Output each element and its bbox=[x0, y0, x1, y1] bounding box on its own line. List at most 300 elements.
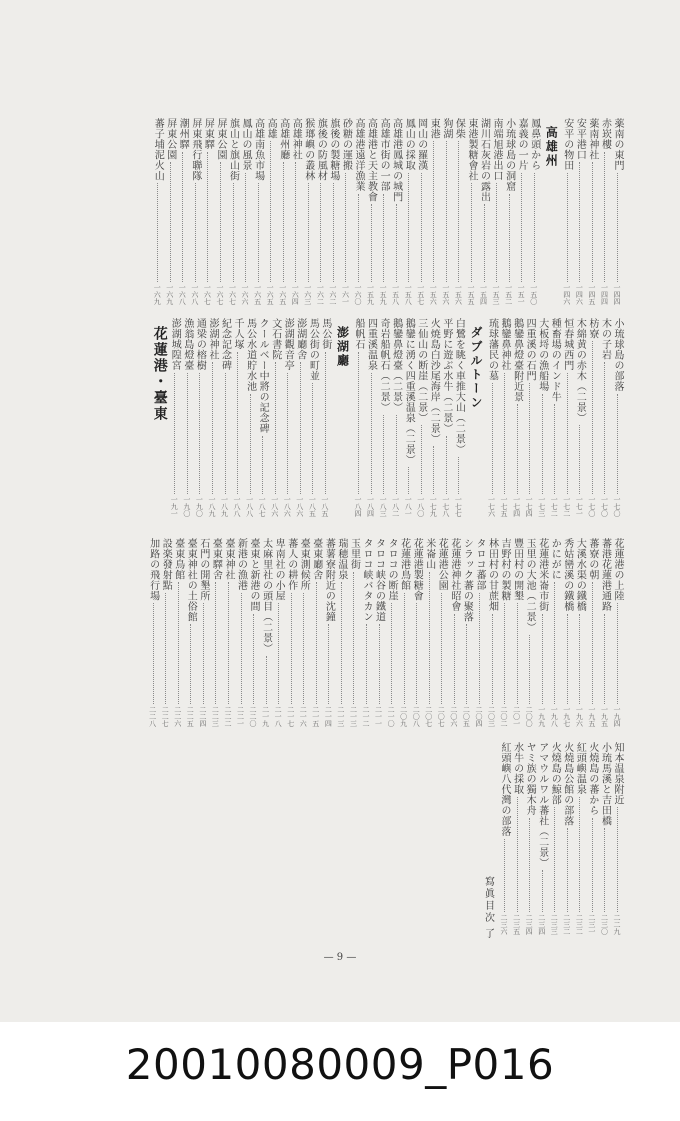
toc-entry-page: 一八三 bbox=[379, 496, 388, 517]
leader-dots bbox=[579, 614, 582, 705]
leader-dots bbox=[228, 582, 231, 704]
toc-entry-title: 花蓮港神社昭會 bbox=[448, 538, 460, 612]
leader-dots bbox=[303, 593, 306, 705]
section-heading: ダブルトーン bbox=[468, 326, 483, 410]
toc-entry-page: 一七三 bbox=[537, 496, 546, 517]
toc-entry-page: 一八二 bbox=[391, 496, 400, 517]
leader-dots bbox=[534, 173, 537, 283]
toc-entry-title: 紅頭嶼八代灣の部落 bbox=[499, 742, 511, 837]
toc-entry-page: 一九五 bbox=[587, 706, 596, 727]
leader-dots bbox=[371, 373, 374, 495]
toc-entry-page: 二一二 bbox=[362, 706, 370, 727]
toc-entry-title: 澎湖觀音亭 bbox=[282, 318, 294, 371]
toc-entry-page: 二一九 bbox=[261, 706, 270, 727]
toc-entry-page: 二〇五 bbox=[462, 706, 471, 727]
toc-entry-page: 一八五 bbox=[320, 496, 329, 517]
leader-dots bbox=[579, 162, 582, 282]
toc-entry-title: 火焼島白沙尾海岸（二景） bbox=[428, 318, 440, 444]
leader-dots bbox=[383, 415, 386, 495]
toc-entry-title: 澎湖廳舍 bbox=[294, 318, 306, 360]
toc-entry-title: 花蓮港の上陸 bbox=[612, 538, 623, 601]
toc-entry-page: 二一三 bbox=[336, 706, 345, 727]
toc-entry-title: 屏東公園 bbox=[164, 118, 176, 160]
toc-entry-page: 二二九 bbox=[613, 914, 621, 935]
toc-entry-page: 一九五 bbox=[600, 706, 609, 727]
toc-entry-title: 蕃港花蓮港通路 bbox=[599, 538, 611, 612]
leader-dots bbox=[554, 807, 557, 912]
leader-dots bbox=[300, 362, 303, 494]
toc-entry-page: 一六九 bbox=[153, 284, 162, 305]
leader-dots bbox=[283, 162, 286, 282]
toc-entry-title: 湖川石灰岩の露出 bbox=[478, 118, 490, 202]
leader-dots bbox=[617, 807, 620, 912]
leader-dots bbox=[567, 173, 570, 283]
toc-entry-page: 一九〇 bbox=[182, 496, 191, 517]
toc-entry-page: 二二六 bbox=[173, 706, 182, 727]
leader-dots bbox=[207, 152, 210, 283]
toc-entry-page: 一四四 bbox=[613, 284, 621, 305]
toc-entry-title: 紀念記念碑 bbox=[219, 318, 231, 371]
toc-entry-title: 太麻里社の頭目（二景） bbox=[260, 538, 272, 654]
toc-entry-page: 一五八 bbox=[404, 284, 413, 305]
toc-entry-title: タロコの断崖 bbox=[386, 538, 398, 601]
leader-dots bbox=[504, 603, 507, 704]
leader-dots bbox=[212, 362, 215, 494]
leader-dots bbox=[325, 352, 328, 495]
leader-dots bbox=[604, 828, 607, 912]
toc-entry-title: 臺東と新港の間 bbox=[248, 538, 260, 612]
leader-dots bbox=[517, 603, 520, 704]
toc-entry-page: 一八五 bbox=[308, 496, 317, 517]
leader-dots bbox=[529, 635, 532, 705]
toc-entry-page: 一六一 bbox=[341, 284, 350, 305]
toc-entry-page: 二〇〇 bbox=[525, 706, 534, 727]
toc-entry-page: 一六五 bbox=[253, 284, 262, 305]
leader-dots bbox=[366, 624, 369, 704]
leader-dots bbox=[178, 582, 181, 704]
toc-entry-title: 蕃子埔泥火山 bbox=[152, 118, 164, 181]
toc-entry-title: 澎湖城隍宮 bbox=[169, 318, 181, 371]
end-mark: 了 bbox=[482, 928, 494, 940]
toc-entry-title: 屏東飛行聯隊 bbox=[189, 118, 201, 181]
leader-dots bbox=[270, 141, 273, 282]
toc-entry-title: 高雄神社 bbox=[290, 118, 302, 160]
toc-entry-title: 高雄州廳 bbox=[277, 118, 289, 160]
leader-dots bbox=[320, 183, 323, 282]
leader-dots bbox=[371, 204, 374, 282]
toc-entry-page: 一六〇 bbox=[354, 284, 362, 305]
toc-entry-title: 花蓮港米崙市街 bbox=[536, 538, 548, 612]
leader-dots bbox=[358, 194, 361, 283]
toc-entry-page: 二二二 bbox=[223, 706, 232, 727]
toc-entry-page: 二〇三 bbox=[487, 706, 496, 727]
toc-entry-page: 二三六 bbox=[500, 914, 509, 935]
toc-entry-page: 一六八 bbox=[190, 284, 199, 305]
leader-dots bbox=[471, 183, 474, 282]
toc-entry-page: 一四六 bbox=[562, 284, 571, 305]
leader-dots bbox=[567, 614, 570, 705]
toc-entry-page: 一四五 bbox=[587, 284, 596, 305]
leader-dots bbox=[454, 614, 457, 705]
leader-dots bbox=[408, 173, 411, 283]
toc-entry-page: 一七〇 bbox=[600, 496, 609, 517]
toc-entry-page: 一五一 bbox=[517, 284, 526, 305]
toc-entry-page: 一六二 bbox=[328, 284, 337, 305]
toc-entry-title: 豐田村の開墾 bbox=[511, 538, 523, 601]
toc-entry-title: 高雄南魚市場 bbox=[252, 118, 264, 181]
toc-entry-title: 馬公街 bbox=[319, 318, 331, 350]
toc-entry-title: 赤崁樓 bbox=[599, 118, 611, 150]
toc-entry-title: 花蓮港製糖會 bbox=[411, 538, 423, 601]
leader-dots bbox=[278, 603, 281, 704]
leader-dots bbox=[408, 467, 411, 494]
leader-dots bbox=[466, 624, 469, 704]
toc-entry-page: 二三四 bbox=[525, 914, 534, 935]
toc-entry-title: 米崙山 bbox=[423, 538, 435, 570]
toc-entry-title: 薬南の東門 bbox=[612, 118, 623, 171]
toc-entry-title: 蕃人の耕作 bbox=[285, 538, 297, 591]
toc-entry-title: 鵝鑾鼻神社 bbox=[499, 318, 511, 371]
toc-entry-title: 東港製糖會社 bbox=[465, 118, 477, 181]
leader-dots bbox=[542, 614, 545, 705]
toc-entry-page: 一八九 bbox=[220, 496, 229, 517]
leader-dots bbox=[592, 818, 595, 913]
toc-entry-title: 文石書院 bbox=[269, 318, 281, 360]
toc-entry-page: 一五二 bbox=[504, 284, 513, 305]
toc-entry-title: 漁翁島燈臺 bbox=[181, 318, 193, 371]
leader-dots bbox=[446, 436, 449, 495]
toc-entry-page: 一九九 bbox=[537, 706, 546, 727]
toc-entry-title: 臺東測候所 bbox=[298, 538, 310, 591]
toc-entry-title: 蕃寮の朝 bbox=[586, 538, 598, 580]
toc-entry-title: 新港の漁港 bbox=[235, 538, 247, 591]
leader-dots bbox=[529, 818, 532, 913]
leader-dots bbox=[308, 183, 311, 282]
toc-entry-title: 玉里の大池（二景） bbox=[524, 538, 536, 633]
toc-entry-title: 潮州驛 bbox=[177, 118, 189, 150]
toc-entry-page: 一五六 bbox=[429, 284, 438, 305]
leader-dots bbox=[187, 373, 190, 495]
toc-entry-title: 高雄港鳳城の城門 bbox=[390, 118, 402, 202]
leader-dots bbox=[316, 582, 319, 704]
leader-dots bbox=[446, 141, 449, 282]
leader-dots bbox=[458, 141, 461, 282]
toc-entry-page: 一四六 bbox=[575, 284, 584, 305]
toc-entry-page: 一五四 bbox=[479, 284, 488, 305]
toc-entry-page: 一九四 bbox=[613, 706, 621, 727]
toc-entry-page: 一七二 bbox=[562, 496, 571, 517]
leader-dots bbox=[266, 656, 269, 705]
leader-dots bbox=[396, 415, 399, 495]
leader-dots bbox=[250, 394, 253, 495]
toc-entry-page: 一七九 bbox=[429, 496, 438, 517]
toc-entry-title: 船帆石 bbox=[353, 318, 364, 350]
toc-entry-title: 平野に遊ぶ水牛（二景） bbox=[440, 318, 452, 434]
leader-dots bbox=[174, 373, 177, 495]
leader-dots bbox=[429, 572, 432, 705]
leader-dots bbox=[295, 162, 298, 282]
toc-entry-title: 花蓮港鳥館 bbox=[398, 538, 410, 591]
toc-entry-page: 二〇九 bbox=[399, 706, 408, 727]
toc-entry-page: 二〇四 bbox=[474, 706, 483, 727]
leader-dots bbox=[312, 383, 315, 494]
leader-dots bbox=[592, 582, 595, 704]
toc-entry-page: 二二八 bbox=[148, 706, 157, 727]
section-heading: 高雄州 bbox=[544, 126, 559, 168]
toc-entry-title: 奇岩船帆石（二景） bbox=[378, 318, 390, 413]
toc-entry-page: 二一三 bbox=[349, 706, 358, 727]
toc-entry-title: 火燒島の鯨部 bbox=[549, 742, 561, 805]
toc-entry-title: 加路の飛行場 bbox=[147, 538, 159, 601]
toc-entry-page: 二三四 bbox=[537, 914, 546, 935]
leader-dots bbox=[554, 404, 557, 494]
leader-dots bbox=[421, 173, 424, 283]
toc-entry-page: 二三二 bbox=[562, 914, 571, 935]
toc-entry-page: 二三二 bbox=[575, 914, 584, 935]
leader-dots bbox=[542, 870, 545, 912]
toc-entry-title: 保柴 bbox=[453, 118, 465, 139]
leader-dots bbox=[328, 624, 331, 704]
toc-entry-page: 二〇八 bbox=[412, 706, 421, 727]
leader-dots bbox=[617, 394, 620, 495]
toc-entry-title: 大溪水渠の鐵橋 bbox=[574, 538, 586, 612]
leader-dots bbox=[617, 603, 620, 704]
toc-entry-page: 一九七 bbox=[562, 706, 571, 727]
leader-dots bbox=[199, 373, 202, 495]
toc-entry-title: クールベー中將の記念碑 bbox=[257, 318, 269, 434]
toc-entry-page: 一九〇 bbox=[195, 496, 204, 517]
toc-entry-page: 一六二 bbox=[316, 284, 325, 305]
leader-dots bbox=[521, 173, 524, 283]
leader-dots bbox=[567, 828, 570, 912]
leader-dots bbox=[383, 194, 386, 283]
toc-entry-page: 一六三 bbox=[303, 284, 312, 305]
toc-entry-title: 臺東驛舍 bbox=[210, 538, 222, 580]
toc-entry-title: 鳳山の風景 bbox=[240, 118, 252, 171]
leader-dots bbox=[153, 603, 156, 704]
toc-entry-title: 千人塚 bbox=[232, 318, 244, 350]
toc-entry-page: 一六九 bbox=[165, 284, 174, 305]
toc-entry-title: 枋寮 bbox=[586, 318, 598, 339]
toc-entry-title: 鵝鑾鼻燈臺附近景 bbox=[511, 318, 523, 402]
leader-dots bbox=[579, 425, 582, 494]
toc-entry-page: 一八一 bbox=[404, 496, 413, 517]
toc-entry-title: 小琉球島の部落 bbox=[612, 318, 623, 392]
toc-entry-title: 屏東公園 bbox=[214, 118, 226, 160]
toc-entry-page: 二〇一 bbox=[512, 706, 521, 727]
toc-entry-title: 屏東驛 bbox=[202, 118, 214, 150]
leader-dots bbox=[604, 152, 607, 283]
toc-entry-page: 二二一 bbox=[236, 706, 245, 727]
toc-entry-page: 一五六 bbox=[441, 284, 450, 305]
leader-dots bbox=[182, 152, 185, 283]
toc-entry-page: 一七〇 bbox=[613, 496, 621, 517]
leader-dots bbox=[190, 624, 193, 704]
toc-entry-page: 一五六 bbox=[454, 284, 463, 305]
toc-entry-page: 一五七 bbox=[416, 284, 425, 305]
toc-entry-title: 高雄 bbox=[265, 118, 277, 139]
toc-entry-title: 吉野村の製糖 bbox=[499, 538, 511, 601]
leader-dots bbox=[484, 204, 487, 282]
toc-entry-page: 一七〇 bbox=[587, 496, 596, 517]
leader-dots bbox=[391, 603, 394, 704]
toc-entry-title: 瑞穂温泉 bbox=[335, 538, 347, 580]
toc-entry-title: 旗後の防風材 bbox=[315, 118, 327, 181]
toc-entry-title: かにがに bbox=[549, 538, 561, 580]
toc-entry-title: 臺東神社の土俗館 bbox=[185, 538, 197, 622]
toc-entry-title: 旗山と旗山街 bbox=[227, 118, 239, 181]
leader-dots bbox=[291, 593, 294, 705]
toc-entry-page: 一七二 bbox=[550, 496, 559, 517]
toc-entry-page: 二二五 bbox=[186, 706, 195, 727]
leader-dots bbox=[258, 183, 261, 282]
toc-entry-title: 臺東神社 bbox=[222, 538, 234, 580]
toc-entry-page: 二三〇 bbox=[600, 914, 609, 935]
toc-entry-title: 林田村の甘蔗畑 bbox=[486, 538, 498, 612]
leader-dots bbox=[237, 352, 240, 495]
leader-dots bbox=[617, 173, 620, 283]
toc-entry-title: 砂糖の運搬 bbox=[340, 118, 352, 171]
leader-dots bbox=[262, 436, 265, 495]
toc-entry-page: 一五九 bbox=[366, 284, 375, 305]
toc-entry-page: 一六六 bbox=[241, 284, 250, 305]
leader-dots bbox=[579, 797, 582, 913]
page-number: — 9 — bbox=[323, 952, 357, 963]
toc-entry-page: 二一一 bbox=[374, 706, 383, 727]
leader-dots bbox=[416, 603, 419, 704]
toc-entry-title: 狗湖 bbox=[440, 118, 452, 139]
toc-entry-page: 一七一 bbox=[575, 496, 584, 517]
leader-dots bbox=[333, 183, 336, 282]
toc-entry-title: 鳳山の採取 bbox=[403, 118, 415, 171]
toc-entry-page: 一八八 bbox=[233, 496, 242, 517]
toc-entry-title: ヤミ族の獨木舟 bbox=[524, 742, 536, 816]
toc-entry-page: 二一七 bbox=[286, 706, 295, 727]
leader-dots bbox=[492, 614, 495, 705]
toc-entry-title: 安平の物田 bbox=[561, 118, 573, 171]
leader-dots bbox=[275, 362, 278, 494]
leader-dots bbox=[433, 141, 436, 282]
toc-entry-page: 一五〇 bbox=[529, 284, 538, 305]
toc-entry-page: 一七八 bbox=[441, 496, 450, 517]
toc-entry-page: 一八六 bbox=[270, 496, 279, 517]
toc-entry-title: 四重溪の石門 bbox=[524, 318, 536, 381]
toc-entry-title: タロコ蕃部 bbox=[473, 538, 485, 591]
leader-dots bbox=[504, 373, 507, 495]
toc-entry-title: 知本温泉附近 bbox=[612, 742, 623, 805]
leader-dots bbox=[433, 446, 436, 494]
toc-entry-title: 薬南神社 bbox=[586, 118, 598, 160]
toc-entry-title: 小琉馬溪と吉田橋 bbox=[599, 742, 611, 826]
toc-entry-page: 二三一 bbox=[587, 914, 596, 935]
toc-entry-page: 一八四 bbox=[366, 496, 375, 517]
section-heading: 花蓮港・臺東 bbox=[151, 326, 168, 422]
toc-entry-page: 二一五 bbox=[311, 706, 320, 727]
toc-entry-title: 火燒島の蕃から bbox=[586, 742, 598, 816]
toc-entry-title: 鳳鼻頭から bbox=[528, 118, 540, 171]
toc-entry-page: 一四四 bbox=[600, 284, 609, 305]
leader-dots bbox=[341, 582, 344, 704]
leader-dots bbox=[604, 362, 607, 494]
leader-dots bbox=[225, 373, 228, 495]
toc-entry-title: 通梁の榕樹 bbox=[194, 318, 206, 371]
leader-dots bbox=[567, 373, 570, 495]
leader-dots bbox=[379, 624, 382, 704]
toc-entry-page: 二一四 bbox=[324, 706, 333, 727]
toc-entry-title: 琉球藩民の墓 bbox=[486, 318, 498, 381]
toc-entry-page: 一七六 bbox=[487, 496, 496, 517]
toc-entry-title: 安平港口 bbox=[574, 118, 586, 160]
toc-entry-page: 一五九 bbox=[379, 284, 388, 305]
toc-entry-title: 白鷺を眺く車推大山（二景） bbox=[453, 318, 465, 455]
leader-dots bbox=[554, 582, 557, 704]
toc-entry-title: 紅頭嶼温泉 bbox=[574, 742, 586, 795]
toc-entry-page: 一九六 bbox=[575, 706, 584, 727]
toc-entry-page: 一六八 bbox=[178, 284, 187, 305]
leader-dots bbox=[421, 425, 424, 494]
toc-entry-title: 花蓮港公園 bbox=[436, 538, 448, 591]
leader-dots bbox=[404, 593, 407, 705]
toc-entry-page: 一八六 bbox=[283, 496, 292, 517]
leader-dots bbox=[203, 603, 206, 704]
leader-dots bbox=[529, 383, 532, 494]
leader-dots bbox=[358, 352, 361, 495]
toc-entry-page: 二〇七 bbox=[424, 706, 433, 727]
toc-entry-page: 一六七 bbox=[215, 284, 224, 305]
toc-entry-title: 木綿黄の赤木（二景） bbox=[574, 318, 586, 423]
toc-entry-title: 澎湖神社 bbox=[206, 318, 218, 360]
toc-entry-title: 玉里街 bbox=[348, 538, 360, 570]
leader-dots bbox=[215, 582, 218, 704]
toc-entry-title: 水牛の採取 bbox=[511, 742, 523, 795]
toc-entry-page: 二二七 bbox=[161, 706, 170, 727]
toc-entry-title: 鵝鑾鼻燈臺（二景） bbox=[390, 318, 402, 413]
toc-entry-page: 一六七 bbox=[203, 284, 212, 305]
toc-entry-page: 一八九 bbox=[207, 496, 216, 517]
toc-entry-title: 東港 bbox=[428, 118, 440, 139]
toc-entry-title: 設楽發射點 bbox=[160, 538, 172, 591]
toc-entry-title: タロコ峡谷の鐵道 bbox=[373, 538, 385, 622]
toc-entry-page: 二〇七 bbox=[437, 706, 446, 727]
toc-entry-page: 二三三 bbox=[550, 914, 559, 935]
toc-entry-title: 四重溪温泉 bbox=[365, 318, 377, 371]
leader-dots bbox=[241, 593, 244, 705]
toc-entry-title: 卑南社の小屋 bbox=[273, 538, 285, 601]
toc-entry-page: 一五八 bbox=[391, 284, 400, 305]
leader-dots bbox=[458, 457, 461, 495]
toc-entry-title: 秀姑巒溪の鐵橋 bbox=[561, 538, 573, 612]
toc-entry-page: 一八四 bbox=[354, 496, 362, 517]
toc-entry-title: 石門の開墾所 bbox=[197, 538, 209, 601]
toc-entry-title: 大板埒の漁船場 bbox=[536, 318, 548, 392]
toc-entry-page: 一六四 bbox=[291, 284, 300, 305]
section-heading: 澎湖廳 bbox=[335, 326, 350, 368]
toc-entry-page: 二一六 bbox=[299, 706, 308, 727]
image-caption: 20010080009_P016 bbox=[125, 1040, 555, 1089]
toc-entry-page: 一九一 bbox=[170, 496, 179, 517]
toc-entry-page: 一六五 bbox=[278, 284, 287, 305]
toc-entry-page: 二二〇 bbox=[249, 706, 258, 727]
leader-dots bbox=[165, 593, 168, 705]
leader-dots bbox=[479, 593, 482, 705]
leader-dots bbox=[220, 162, 223, 282]
leader-dots bbox=[396, 204, 399, 282]
toc-entry-title: 鵝鑾に湧く四重溪温泉（二景） bbox=[403, 318, 415, 465]
toc-entry-page: 二〇六 bbox=[449, 706, 458, 727]
toc-entry-title: 臺東鳥館 bbox=[172, 538, 184, 580]
leader-dots bbox=[604, 614, 607, 705]
toc-entry-page: 一五三 bbox=[492, 284, 501, 305]
